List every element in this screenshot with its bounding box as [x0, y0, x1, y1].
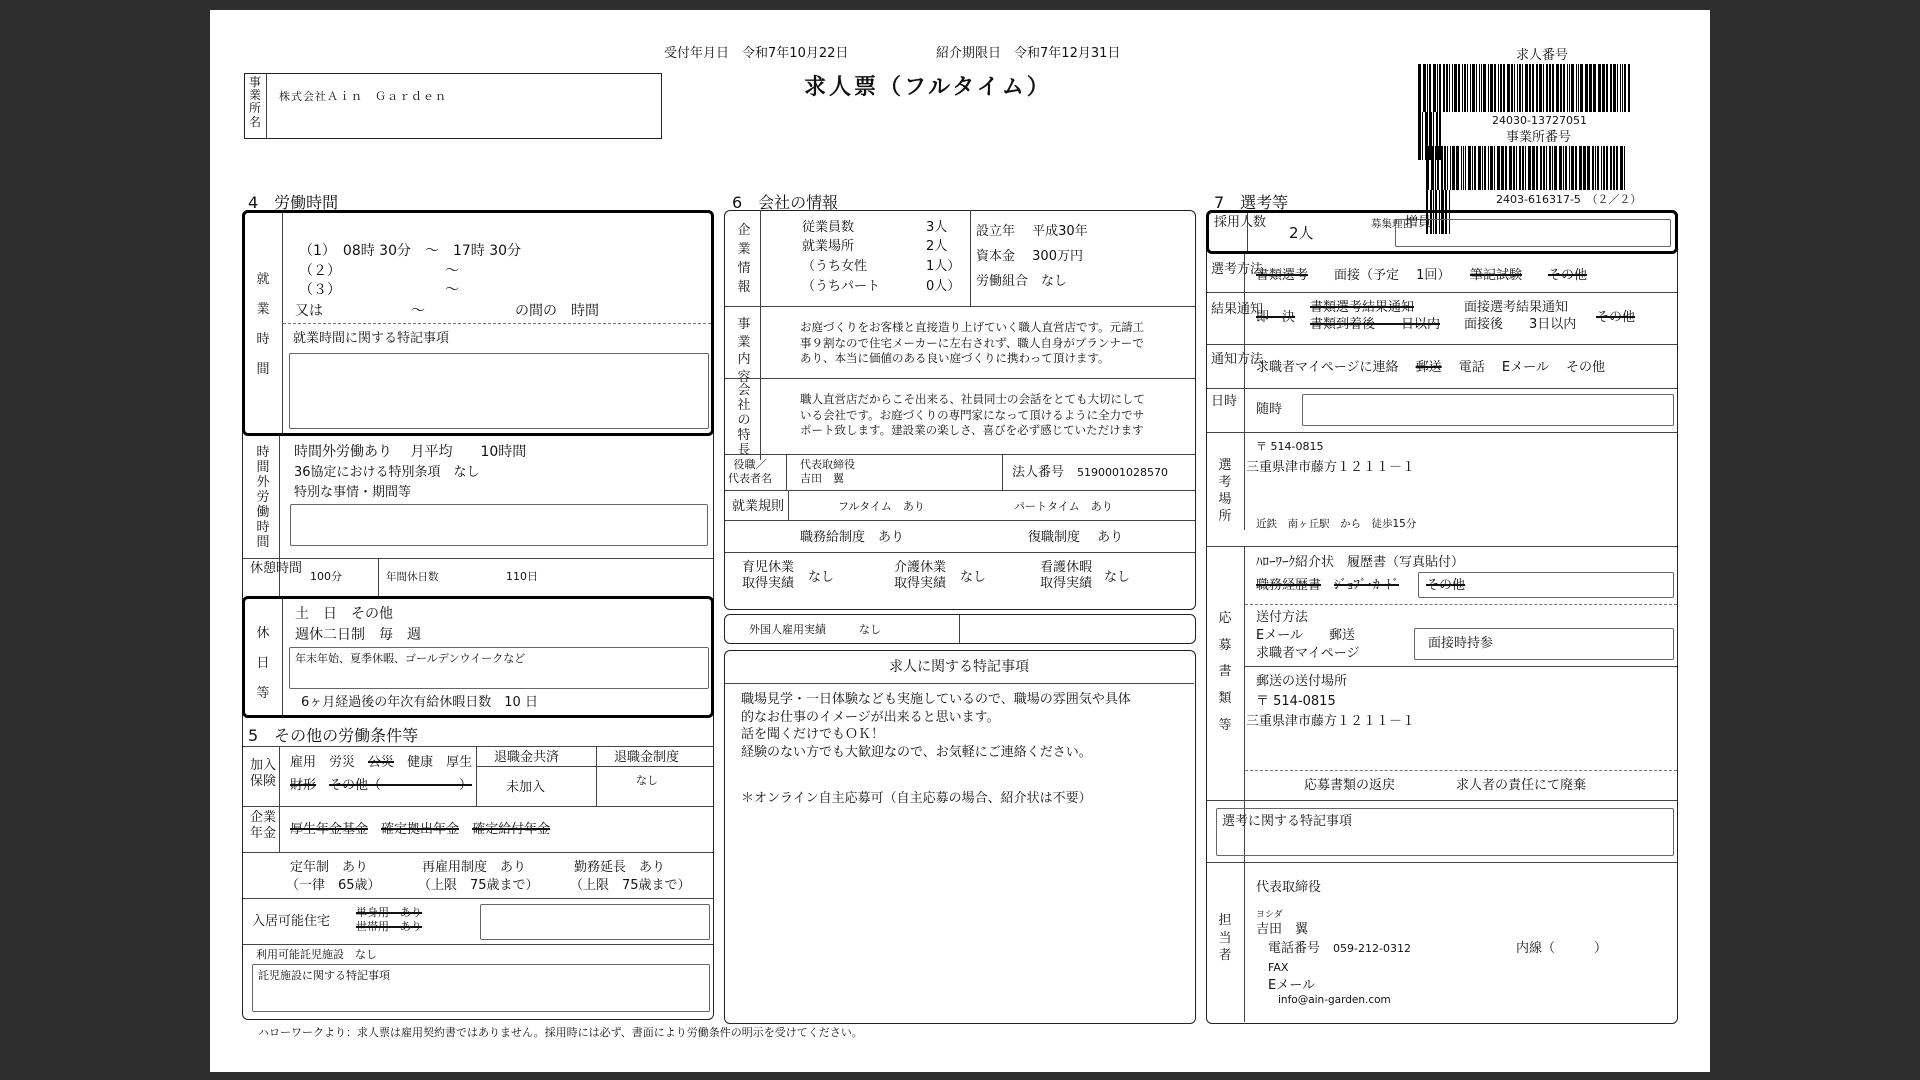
parttime-value: 0人）: [926, 279, 961, 294]
shift-3-tilde: ～: [445, 282, 459, 298]
job-number-label: 求人番号: [1516, 48, 1569, 63]
weekly-holiday: 週休二日制 毎 週: [295, 627, 421, 643]
childcare-note: 託児施設に関する特記事項: [258, 969, 390, 982]
docs-optional: 職務経歴書 ｼﾞｮﾌﾞ･ｶｰﾄﾞ: [1256, 578, 1400, 593]
pension-label: 企業年金: [249, 810, 276, 841]
office-name-box: [244, 73, 662, 139]
place-address: 三重県津市藤方１２１１－１: [1246, 460, 1416, 475]
annual-holiday-label: 年間休日数: [386, 571, 439, 583]
job-number: 24030-13727051: [1492, 114, 1587, 127]
overtime-label: 時間外労働時間: [256, 445, 270, 550]
work-hours-box: [242, 210, 714, 436]
special-circumstances-label: 特別な事情・期間等: [294, 485, 412, 500]
reason: 増員: [1405, 215, 1432, 230]
housing-values: 単身用 あり 世帯用 あり: [356, 906, 422, 933]
shift-2-tilde: ～: [445, 263, 459, 279]
return-label: 応募書類の返戻: [1304, 778, 1396, 793]
date-label: 日時: [1211, 394, 1238, 409]
nursing-leave-value: なし: [960, 570, 987, 585]
docs-other: その他: [1426, 578, 1466, 593]
founded: 設立年 平成30年: [976, 224, 1088, 239]
job-number-barcode: [1418, 64, 1632, 112]
office-name: 株式会社Ａｉｎ Ｇａｒｄｅｎ: [279, 90, 447, 103]
footer-note: ハローワークより：求人票は雇用契約書ではありません。採用時には必ず、書面により労働条件の明示を受けてください。: [258, 1026, 863, 1039]
sick-leave: 看護休暇 取得実績: [1040, 560, 1093, 591]
special-notes: 職場見学・一日体験なども実施しているので、職場の雰囲気や具体 的なお仕事のイメージが出来ると思います。 話を聞くだけでもＯＫ！ 経験のない方でも大歓迎なので、お気軽にご連絡ください。: [741, 692, 1131, 760]
date-value: 随時: [1256, 402, 1283, 417]
section-5-heading: 5 その他の労働条件等: [248, 726, 419, 745]
annual-holiday-value: 110日: [506, 570, 538, 583]
hire-count-label: 採用人数: [1214, 215, 1267, 230]
retire-age: 定年制 あり: [290, 860, 369, 875]
office-number: 2403-616317-5 （２／２）: [1496, 193, 1642, 206]
selection-method: 書類選考 面接（予定 1回） 筆記試験 その他: [1256, 268, 1587, 283]
date-field: [1302, 394, 1674, 426]
contact-kana: ヨシダ: [1256, 910, 1283, 920]
rules-label: 就業規則: [732, 499, 785, 514]
docs-label: 応募書類等: [1218, 611, 1232, 733]
reason-label: 募集理由: [1371, 218, 1413, 230]
parttime-label: （うちパート: [802, 279, 881, 294]
foreign-employment: 外国人雇用実績 なし: [749, 623, 881, 636]
receipt-date: 受付年月日 令和7年10月22日: [664, 46, 849, 61]
contact-extension: 内線（ ）: [1516, 941, 1608, 956]
contact-name: 吉田 翼: [1256, 922, 1309, 937]
company-info-label: 企業情報: [737, 223, 751, 295]
agreement-clause: 36協定における特別条項 なし: [294, 465, 480, 480]
holidays-label: 休日等: [256, 626, 270, 701]
method-label: 選考方法: [1211, 262, 1264, 277]
employees-value: 3人: [926, 220, 948, 235]
mail-destination-label: 郵送の送付場所: [1256, 674, 1348, 689]
office-name-label: 事業所名: [248, 75, 261, 129]
contact-email: info@ain-garden.com: [1278, 994, 1391, 1006]
contact-title: 代表取締役: [1256, 880, 1322, 895]
business-label: 事業内容: [737, 317, 751, 385]
special-notes-box: [724, 650, 1196, 1024]
holidays-value: 土 日 その他: [295, 606, 393, 622]
result-interview: 面接選考結果通知 面接後 3日以内: [1464, 300, 1577, 332]
union: 労働組合 なし: [976, 274, 1068, 289]
mail-address: 三重県津市藤方１２１１－１: [1246, 714, 1416, 729]
corp-number: 法人番号 5190001028570: [1012, 465, 1169, 480]
childcare-leave: 育児休業 取得実績: [742, 560, 795, 591]
selection-note: 選考に関する特記事項: [1222, 814, 1353, 829]
housing-label: 入居可能住宅: [252, 914, 331, 929]
send-method-email: Eメール 郵送: [1256, 628, 1355, 643]
workplace-value: 2人: [926, 239, 948, 254]
feature-content: 職人直営店だからこそ出来る、社員同士の会話をとても大切にして いる会社です。お庭づくりの専門家になって頂けるように全力でサ ポート致します。建設業の楽しさ、喜びを必ず感じていただけます: [800, 392, 1145, 438]
section-6-heading: 6 会社の情報: [732, 193, 839, 212]
work-hours-special-field: [289, 353, 709, 429]
contact-email-label: Eメール: [1268, 978, 1315, 993]
retire-age-detail: （一律 65歳）: [286, 878, 381, 893]
holiday-note: 年末年始、夏季休暇、ゴールデンウイークなど: [295, 652, 526, 665]
send-method-mypage: 求職者マイページ: [1256, 646, 1360, 661]
contact-fax-label: FAX: [1268, 961, 1289, 974]
return-value: 求人者の責任にて廃棄: [1456, 778, 1587, 793]
alt-hours-tilde: ～: [411, 303, 425, 319]
section-4-heading: 4 労働時間: [248, 193, 339, 212]
business-content: お庭づくりをお客様と直接造り上げていく職人直営店です。元請工 事９割なので住宅メーカーに左右されず、職人自身がプランナーで あり、本当に価値のある良い庭づくりに携わって頂けます。: [800, 320, 1145, 366]
reinstatement-system: 復職制度 あり: [1028, 530, 1124, 545]
extension-detail: （上限 75歳まで）: [570, 878, 691, 893]
bring-to-interview: 面接時持参: [1428, 636, 1494, 651]
reason-field: [1395, 219, 1671, 247]
women-value: 1人）: [926, 259, 961, 274]
pension-values: 厚生年金基金 確定拠出年金 確定給付年金: [290, 822, 551, 837]
employees-label: 従業員数: [802, 220, 855, 235]
break-label: 休憩時間: [250, 561, 303, 576]
result-other: その他: [1596, 310, 1636, 325]
hire-count-box: [1206, 210, 1678, 254]
retire-system-value: なし: [636, 774, 658, 787]
insurance-label: 加入保険: [249, 758, 276, 789]
result-docs: 書類選考結果通知 書類到着後 日以内: [1310, 300, 1441, 332]
work-hours-special-label: 就業時間に関する特記事項: [293, 331, 450, 346]
alt-hours-suffix: の間の 時間: [515, 303, 599, 319]
housing-field: [480, 904, 710, 940]
rules-full: フルタイム あり: [838, 500, 925, 513]
shift-3: （３）: [299, 282, 341, 298]
alt-hours-prefix: 又は: [295, 303, 323, 319]
section-7-heading: 7 選考等: [1214, 193, 1289, 212]
notify-method: 求職者マイページに連絡 郵送 電話 Eメール その他: [1256, 360, 1605, 375]
online-application: ＊オンライン自主応募可（自主応募の場合、紹介状は不要）: [741, 791, 1092, 806]
rules-part: パートタイム あり: [1014, 500, 1113, 513]
docs-required: ﾊﾛｰﾜｰｸ紹介状 履歴書（写真貼付）: [1256, 555, 1465, 570]
shift-1: （1） 08時 30分 ～ 17時 30分: [299, 243, 522, 259]
childcare: 利用可能託児施設 なし: [256, 948, 377, 961]
shift-2: （２）: [299, 263, 341, 279]
place-access: 近鉄 南ヶ丘駅 から 徒歩15分: [1256, 518, 1417, 530]
job-posting-page: [210, 10, 1710, 1072]
holidays-box: [242, 596, 714, 718]
retire-mutual-label: 退職金共済: [494, 750, 560, 765]
break-value: 100分: [310, 570, 342, 583]
rehire: 再雇用制度 あり: [422, 860, 527, 875]
office-number-barcode: [1426, 146, 1628, 190]
women-label: （うち女性: [802, 259, 868, 274]
insurance-struck: 財形 その他（ ）: [290, 778, 473, 793]
special-notes-heading: 求人に関する特記事項: [889, 659, 1029, 675]
childcare-leave-value: なし: [808, 570, 835, 585]
page-title: 求人票（フルタイム）: [804, 75, 1052, 100]
capital: 資本金 300万円: [976, 249, 1083, 264]
retire-mutual-value: 未加入: [506, 780, 546, 795]
retire-system-label: 退職金制度: [614, 750, 680, 765]
rep-label: 役職／ 代表者名: [728, 458, 772, 485]
work-hours-label: 就業時間: [256, 272, 270, 377]
contact-phone: 電話番号 059-212-0312: [1268, 941, 1411, 956]
result-immediate: 即 決: [1256, 310, 1296, 325]
contact-label: 担当者: [1218, 913, 1232, 964]
paid-leave: 6ヶ月経過後の年次有給休暇日数 10 日: [301, 695, 538, 710]
place-postal: 〒 514-0815: [1256, 440, 1324, 453]
feature-label: 会社の特長: [737, 383, 751, 458]
send-method-label: 送付方法: [1256, 610, 1309, 625]
nursing-leave: 介護休業 取得実績: [894, 560, 947, 591]
sick-leave-value: なし: [1104, 570, 1131, 585]
office-number-label: 事業所番号: [1506, 130, 1572, 145]
special-circumstances-field: [290, 504, 708, 546]
mail-postal: 〒 514-0815: [1256, 694, 1336, 709]
place-label: 選考場所: [1218, 458, 1232, 524]
rehire-detail: （上限 75歳まで）: [418, 878, 539, 893]
rep-title-name: 代表取締役 吉田 翼: [800, 458, 855, 485]
foreign-employment-box: [724, 614, 1196, 644]
result-label: 結果通知: [1211, 302, 1264, 317]
workplace-label: 就業場所: [802, 239, 855, 254]
insurance-values: 雇用 労災 公災 健康 厚生: [290, 755, 473, 770]
deadline-date: 紹介期限日 令和7年12月31日: [936, 46, 1121, 61]
extension: 勤務延長 あり: [574, 860, 666, 875]
notify-label: 通知方法: [1211, 352, 1264, 367]
overtime-value: 時間外労働あり 月平均 10時間: [294, 444, 527, 460]
hire-count: 2人: [1289, 224, 1314, 242]
job-pay-system: 職務給制度 あり: [800, 530, 905, 545]
